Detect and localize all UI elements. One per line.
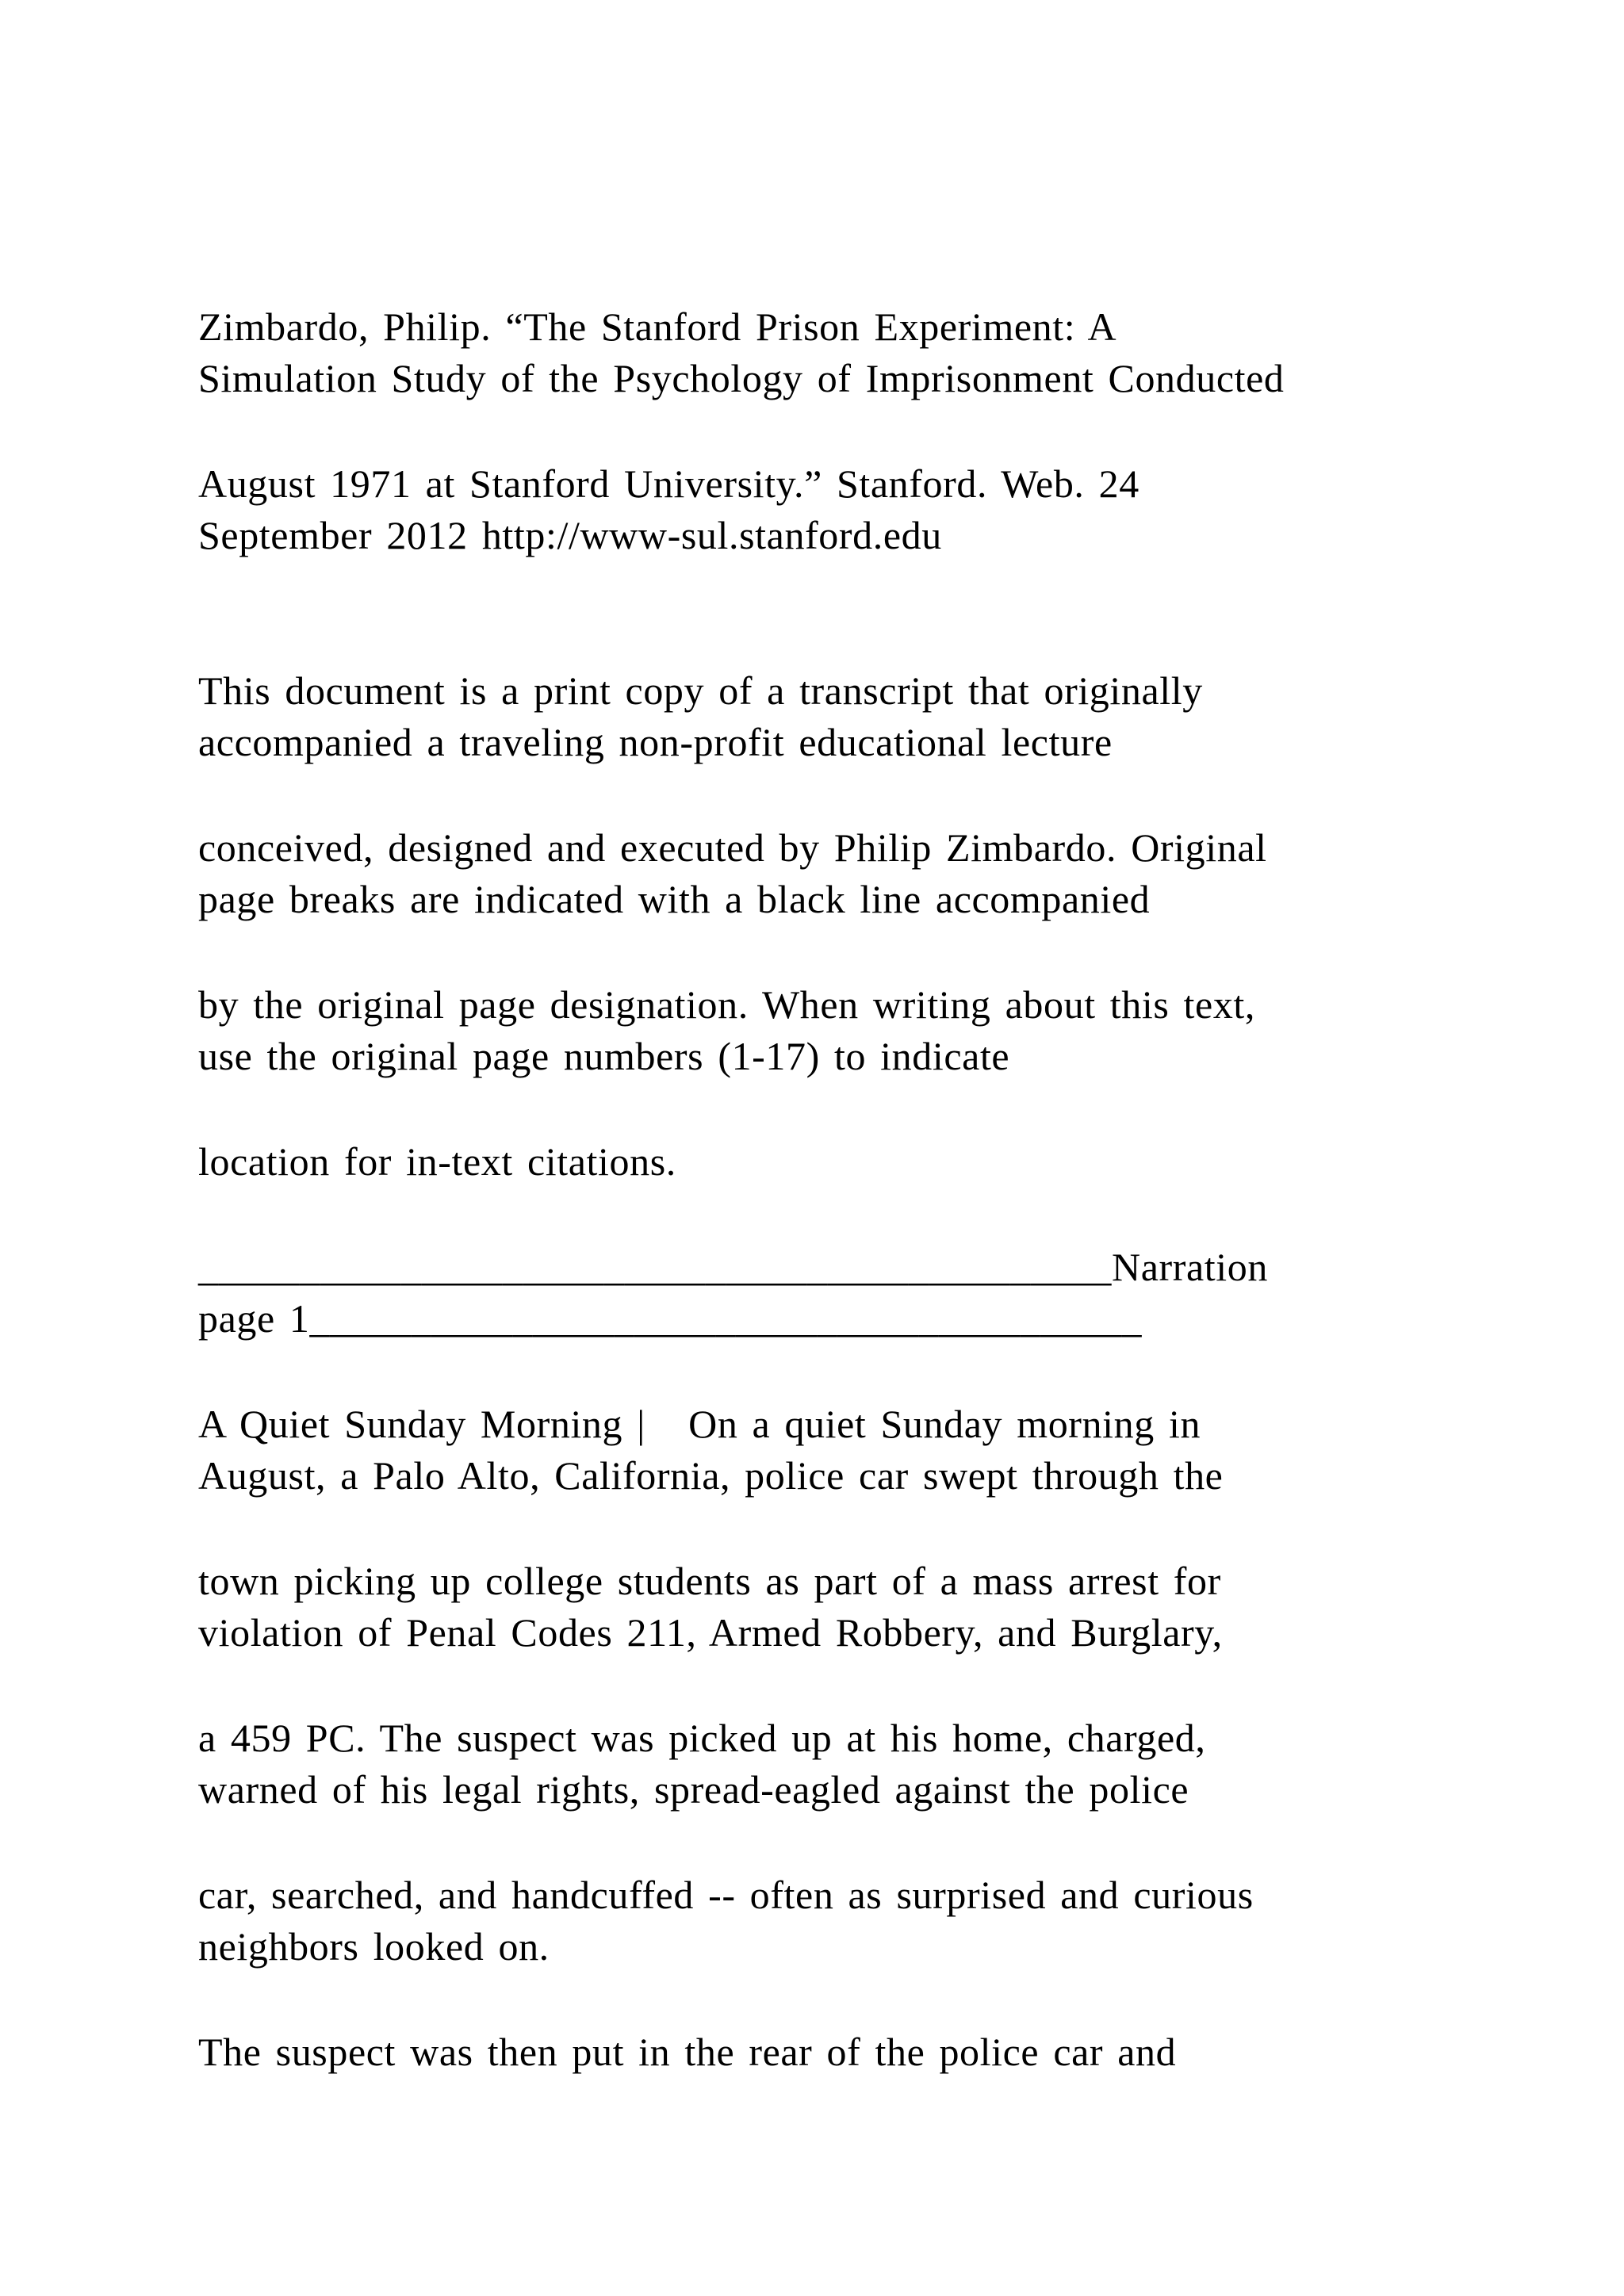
- body-line-4: violation of Penal Codes 211, Armed Robbery, and Burglary,: [198, 1610, 1223, 1655]
- citation-line-2: Simulation Study of the Psychology of Imprisonment Conducted: [198, 356, 1285, 400]
- intro-line-5: by the original page designation. When writing about this text,: [198, 982, 1256, 1027]
- body-line-9: The suspect was then put in the rear of the police car and: [198, 2030, 1177, 2074]
- body-line-7: car, searched, and handcuffed -- often as surprised and curious: [198, 1873, 1254, 1917]
- citation-line-1: Zimbardo, Philip. “The Stanford Prison Experiment: A: [198, 304, 1117, 349]
- citation-line-4: September 2012 http://www-sul.stanford.edu: [198, 513, 942, 557]
- body-line-3: town picking up college students as part of a mass arrest for: [198, 1559, 1221, 1603]
- intro-line-7: location for in-text citations.: [198, 1139, 676, 1184]
- intro-line-3: conceived, designed and executed by Philip Zimbardo. Original: [198, 825, 1267, 870]
- citation-line-3: August 1971 at Stanford University.” Stanford. Web. 24: [198, 461, 1139, 506]
- intro-line-1: This document is a print copy of a transcript that originally: [198, 668, 1203, 713]
- intro-line-4: page breaks are indicated with a black line accompanied: [198, 877, 1151, 921]
- body-line-2: August, a Palo Alto, California, police car swept through the: [198, 1453, 1224, 1498]
- intro-line-2: accompanied a traveling non-profit educational lecture: [198, 720, 1113, 764]
- body-line-5: a 459 PC. The suspect was picked up at his home, charged,: [198, 1716, 1206, 1760]
- body-line-8: neighbors looked on.: [198, 1924, 550, 1969]
- intro-line-6: use the original page numbers (1-17) to indicate: [198, 1034, 1010, 1078]
- page-break-line-1: _____________________________________________Narration: [198, 1245, 1268, 1289]
- body-line-1: A Quiet Sunday Morning | On a quiet Sunday morning in: [198, 1402, 1201, 1446]
- page-break-line-2: page 1_________________________________________: [198, 1296, 1143, 1341]
- body-line-6: warned of his legal rights, spread-eagled against the police: [198, 1767, 1189, 1812]
